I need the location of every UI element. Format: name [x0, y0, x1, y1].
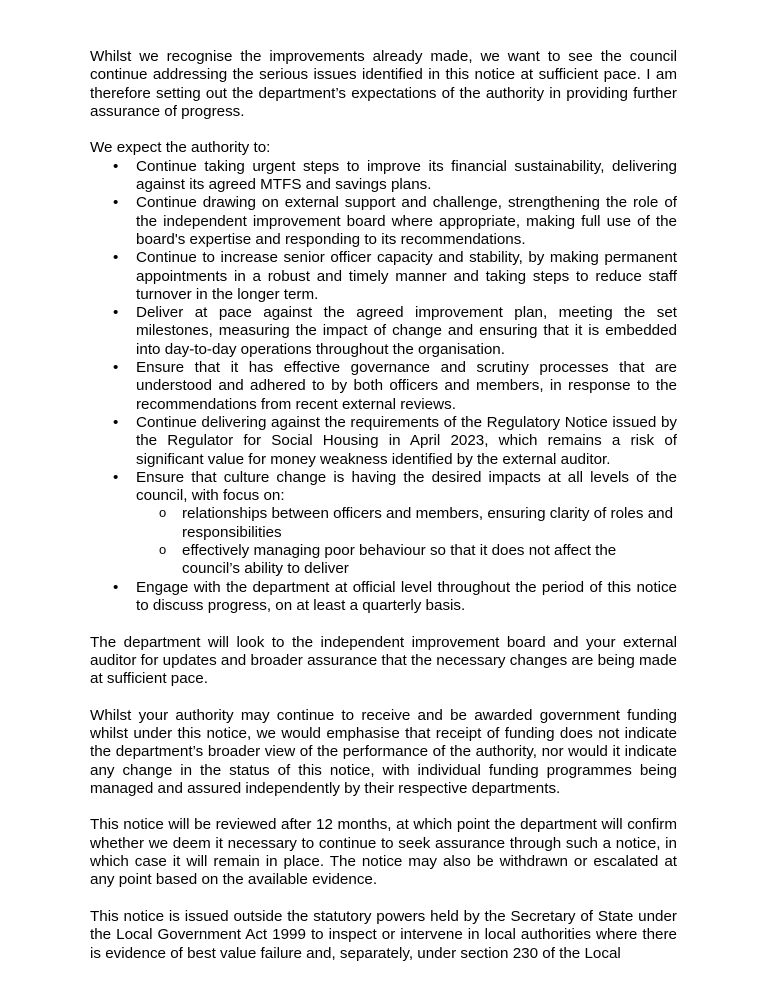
paragraph-expectations-lead: We expect the authority to:	[90, 139, 271, 157]
list-item: • Continue to increase senior officer capacity and stability, by making permanent appointments in a robust and timely manner and taking steps to reduce staff turnover in the longer term.	[90, 249, 677, 304]
list-item: • Ensure that it has effective governance and scrutiny processes that are understood and adhered to by both officers and members, in response to the recommendations from recent external reviews.	[90, 359, 677, 414]
list-item: • Engage with the department at official level throughout the period of this notice to discuss progress, on at least a quarterly basis.	[90, 579, 677, 616]
sublist-item: o relationships between officers and members, ensuring clarity of roles and responsibilities	[136, 505, 677, 542]
list-item-culture	[90, 469, 677, 579]
list-item: • Continue drawing on external support and challenge, strengthening the role of the independent improvement board where appropriate, making full use of the board's expertise and responding to its recommendations.	[90, 194, 677, 249]
sublist-item: o effectively managing poor behaviour so that it does not affect the council’s ability to deliver	[136, 542, 677, 579]
culture-focus-sublist	[136, 505, 677, 578]
list-item: • Deliver at pace against the agreed improvement plan, meeting the set milestones, measuring the impact of change and ensuring that it is embedded into day-to-day operations throughout the organisation.	[90, 304, 677, 359]
list-item-text: Ensure that culture change is having the desired impacts at all levels of the council, with focus on:	[136, 468, 677, 505]
paragraph-improvement-board: The department will look to the independent improvement board and your external auditor for updates and broader assurance that the necessary changes are being made at sufficient pace.	[90, 633, 677, 688]
paragraph-funding: Whilst your authority may continue to receive and be awarded government funding whilst under this notice, we would emphasise that receipt of funding does not indicate the department’s broader view of the performance of the authority, nor would it indicate any change in the status of this notice, with individual funding programmes being managed and assured independently by their respective departments.	[90, 706, 677, 797]
paragraph-statutory-powers: This notice is issued outside the statutory powers held by the Secretary of State under the Local Government Act 1999 to inspect or intervene in local authorities where there is evidence of best value failure and, separately, under section 230 of the Local	[90, 907, 677, 962]
list-item: • Continue delivering against the requirements of the Regulatory Notice issued by the Regulator for Social Housing in April 2023, which remains a risk of significant value for money weakness identified by the external auditor.	[90, 414, 677, 469]
paragraph-review: This notice will be reviewed after 12 months, at which point the department will confirm whether we deem it necessary to continue to seek assurance through such a notice, in which case it will remain in place. The notice may also be withdrawn or escalated at any point based on the available evidence.	[90, 816, 677, 889]
list-item: • Continue taking urgent steps to improve its financial sustainability, delivering against its agreed MTFS and savings plans.	[90, 158, 677, 195]
paragraph-intro: Whilst we recognise the improvements already made, we want to see the council continue addressing the serious issues identified in this notice at sufficient pace. I am therefore setting out the department’s expectations of the authority in providing further assurance of progress.	[90, 48, 677, 120]
expectations-list	[90, 158, 677, 615]
